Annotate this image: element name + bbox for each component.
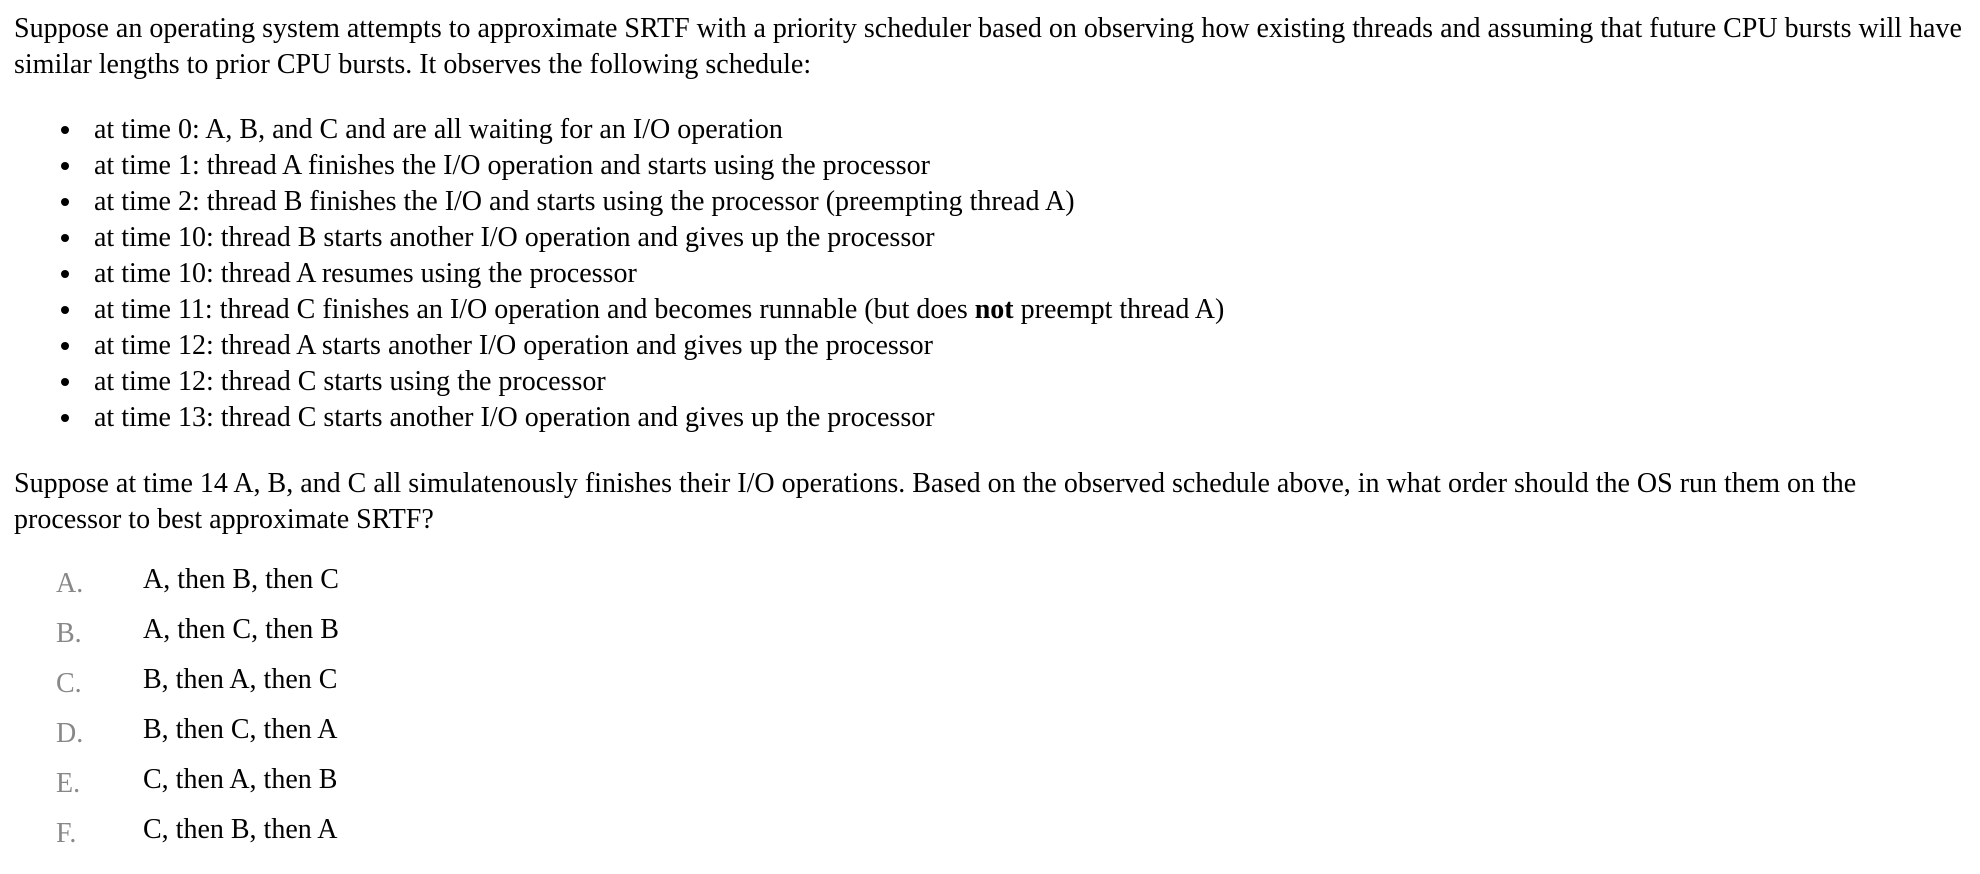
choice-letter: D. bbox=[56, 718, 84, 749]
answer-choice-d[interactable] bbox=[14, 712, 1966, 762]
event-item bbox=[94, 328, 1966, 364]
choice-letter: A. bbox=[56, 568, 84, 599]
question-paragraph: Suppose at time 14 A, B, and C all simulatenously finishes their I/O operations. Based on the observed schedule above, in what order should the OS run them on the processor to best approximate SRTF? bbox=[14, 468, 1857, 535]
event-item bbox=[94, 364, 1966, 400]
bullet-icon bbox=[61, 342, 69, 350]
choice-text: B, then A, then C bbox=[143, 664, 338, 695]
choice-letter: B. bbox=[56, 618, 82, 649]
choice-letter: C. bbox=[56, 668, 82, 699]
event-item bbox=[94, 220, 1966, 256]
event-text: at time 12: thread A starts another I/O operation and gives up the processor bbox=[94, 330, 934, 361]
event-text-post: preempt thread A) bbox=[1013, 294, 1225, 325]
choice-text: C, then A, then B bbox=[143, 764, 338, 795]
choice-letter: F. bbox=[56, 818, 77, 849]
event-text: at time 12: thread C starts using the processor bbox=[94, 366, 606, 397]
bullet-icon bbox=[61, 270, 69, 278]
choice-text: B, then C, then A bbox=[143, 714, 338, 745]
event-item bbox=[94, 292, 1966, 328]
answer-choice-b[interactable] bbox=[14, 612, 1966, 662]
event-text: at time 10: thread A resumes using the processor bbox=[94, 258, 637, 289]
event-item bbox=[94, 256, 1966, 292]
bullet-icon bbox=[61, 378, 69, 386]
event-item bbox=[94, 112, 1966, 148]
choice-text: A, then C, then B bbox=[143, 614, 339, 645]
bullet-icon bbox=[61, 198, 69, 206]
event-text: at time 0: A, B, and C and are all waiting for an I/O operation bbox=[94, 114, 783, 145]
answer-choice-e[interactable] bbox=[14, 762, 1966, 812]
choice-text: A, then B, then C bbox=[143, 564, 339, 595]
event-text: at time 10: thread B starts another I/O operation and gives up the processor bbox=[94, 222, 935, 253]
event-text: at time 2: thread B finishes the I/O and starts using the processor (preempting thread A) bbox=[94, 186, 1075, 217]
schedule-event-list bbox=[14, 112, 1966, 436]
bullet-icon bbox=[61, 234, 69, 242]
event-item bbox=[94, 400, 1966, 436]
event-text: at time 1: thread A finishes the I/O operation and starts using the processor bbox=[94, 150, 930, 181]
answer-choice-f[interactable] bbox=[14, 812, 1966, 862]
bullet-icon bbox=[61, 414, 69, 422]
bullet-icon bbox=[61, 306, 69, 314]
answer-choice-list bbox=[14, 562, 1966, 862]
intro-paragraph: Suppose an operating system attempts to approximate SRTF with a priority scheduler based on observing how existing threads and assuming that future CPU bursts will have similar lengths to prior CPU bursts. It observes the following schedule: bbox=[14, 13, 1962, 80]
event-text-emphasis: not bbox=[974, 294, 1014, 325]
event-item bbox=[94, 148, 1966, 184]
choice-text: C, then B, then A bbox=[143, 814, 338, 845]
event-item bbox=[94, 184, 1966, 220]
bullet-icon bbox=[61, 126, 69, 134]
choice-letter: E. bbox=[56, 768, 81, 799]
answer-choice-a[interactable] bbox=[14, 562, 1966, 612]
bullet-icon bbox=[61, 162, 69, 170]
event-text: at time 13: thread C starts another I/O operation and gives up the processor bbox=[94, 402, 935, 433]
event-text-pre: at time 11: thread C finishes an I/O operation and becomes runnable (but does bbox=[94, 294, 975, 325]
answer-choice-c[interactable] bbox=[14, 662, 1966, 712]
